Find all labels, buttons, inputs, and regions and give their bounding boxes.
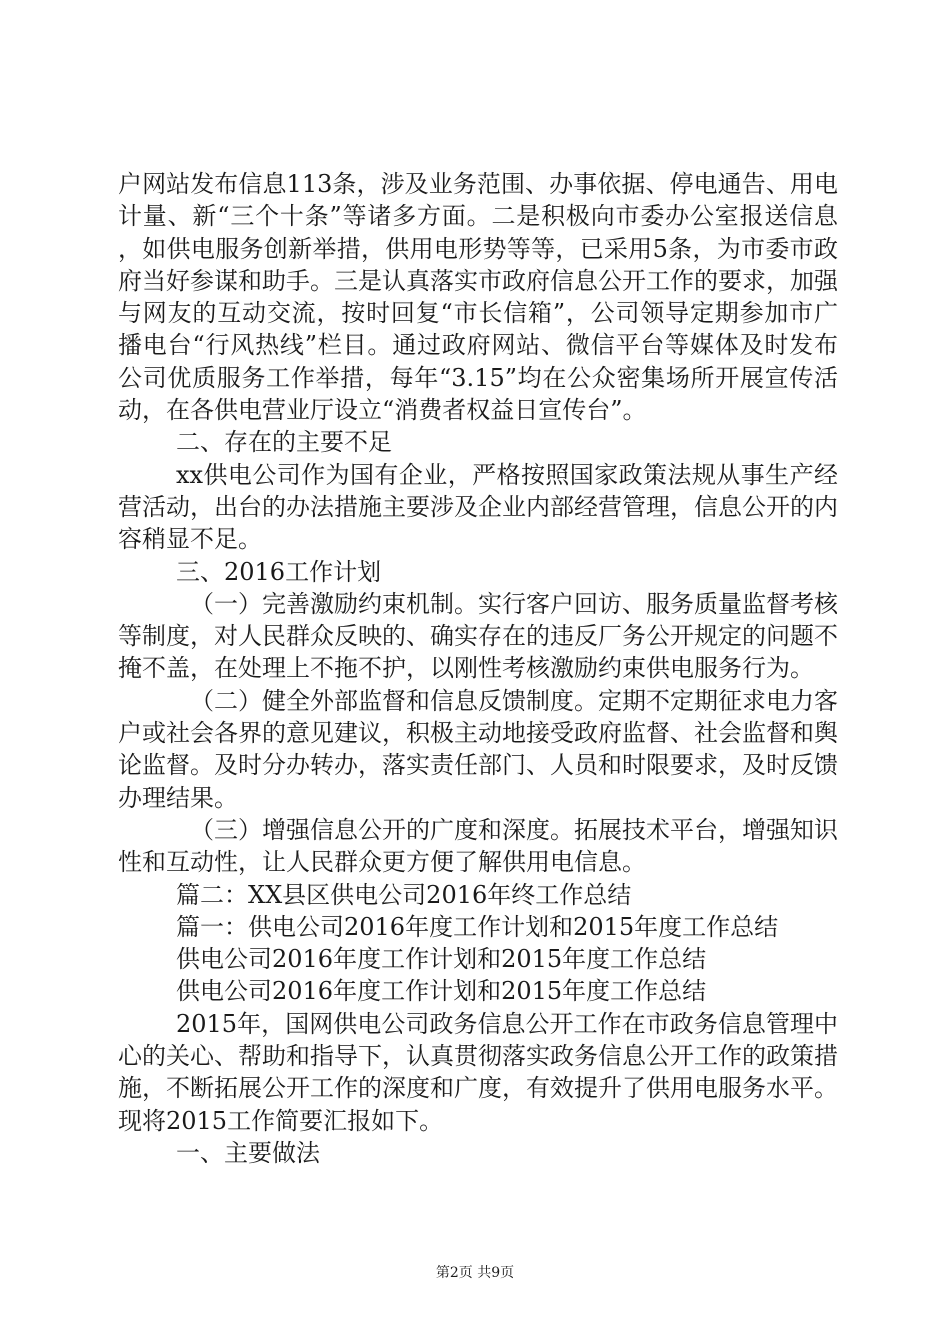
page-number-footer: 第2页 共9页 <box>435 1265 515 1281</box>
section-title-part-two: 篇二：XX县区供电公司2016年终工作总结 <box>176 880 632 909</box>
document-body <box>118 168 838 1169</box>
paragraph-plan-item-3: （三）增强信息公开的广度和深度。拓展技术平台，增强知识性和互动性，让人民群众更方便了解供用电信息。 <box>118 815 838 877</box>
heading-main-practices: 一、主要做法 <box>176 1138 320 1167</box>
heading-2016-plan: 三、2016工作计划 <box>176 557 382 586</box>
paragraph-plan-item-2: （二）健全外部监督和信息反馈制度。定期不定期征求电力客户或社会各界的意见建议，积极主动地接受政府监督、社会监督和舆论监督。及时分办转办，落实责任部门、人员和时限要求，及时反馈办理结果。 <box>118 686 838 812</box>
paragraph-info-release: 户网站发布信息113条，涉及业务范围、办事依据、停电通告、用电计量、新“三个十条”等诸多方面。二是积极向市委办公室报送信息，如供电服务创新举措，供用电形势等等，已采用5条，为市委市政府当好参谋和助手。三是认真落实市政府信息公开工作的要求，加强与网友的互动交流，按时回复“市长信箱”，公司领导定期参加市广播电台“行风热线”栏目。通过政府网站、微信平台等媒体及时发布公司优质服务工作举措，每年“3.15”均在公众密集场所开展宣传活动，在各供电营业厅设立“消费者权益日宣传台”。 <box>118 170 838 425</box>
paragraph-2015-intro: 2015年，国网供电公司政务信息公开工作在市政务信息管理中心的关心、帮助和指导下，认真贯彻落实政务信息公开工作的政策措施，不断拓展公开工作的深度和广度，有效提升了供用电服务水平。现将2015工作简要汇报如下。 <box>118 1009 838 1135</box>
section-title-part-one: 篇一：供电公司2016年度工作计划和2015年度工作总结 <box>176 912 779 941</box>
document-title-line: 供电公司2016年度工作计划和2015年度工作总结 <box>176 945 707 974</box>
document-title-line: 供电公司2016年度工作计划和2015年度工作总结 <box>176 977 707 1006</box>
paragraph-shortcomings: xx供电公司作为国有企业，严格按照国家政策法规从事生产经营活动，出台的办法措施主要涉及企业内部经营管理，信息公开的内容稍显不足。 <box>118 460 838 554</box>
heading-main-shortcomings: 二、存在的主要不足 <box>176 428 392 457</box>
paragraph-plan-item-1: （一）完善激励约束机制。实行客户回访、服务质量监督考核等制度，对人民群众反映的、确实存在的违反厂务公开规定的问题不掩不盖，在处理上不拖不护，以刚性考核激励约束供电服务行为。 <box>118 589 838 683</box>
